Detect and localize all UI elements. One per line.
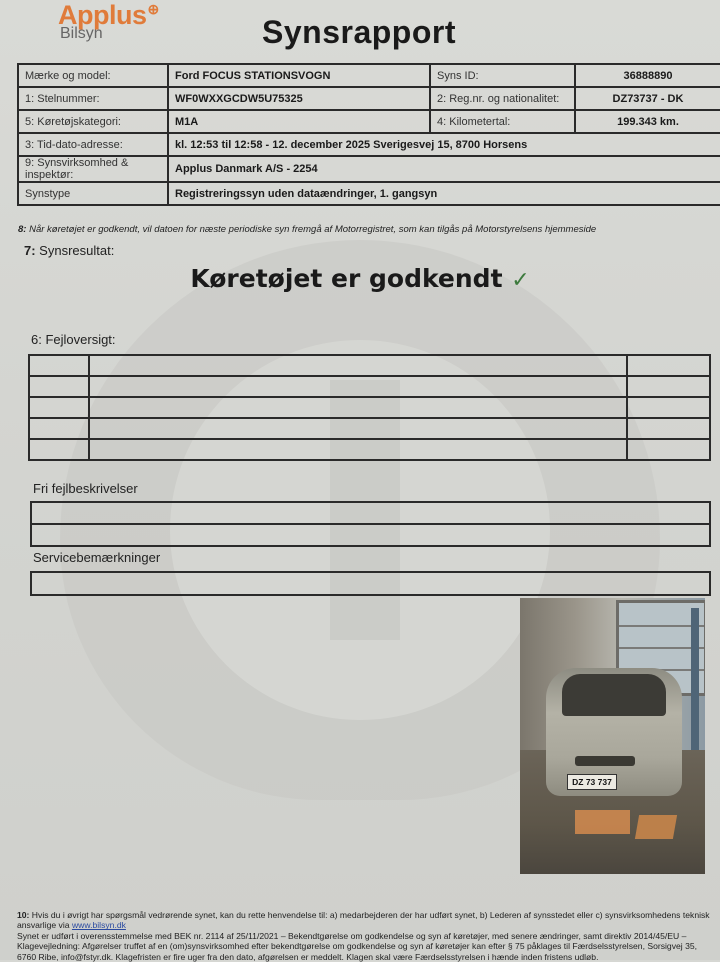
note-8-text: Når køretøjet er godkendt, vil datoen for næste periodiske syn fremgå af Motorregistret, som kan tilgås på Motorstyrelsens hjemmeside <box>26 224 597 235</box>
table-row <box>29 439 710 460</box>
footer-line-1 <box>17 910 717 931</box>
fault-code-cell <box>29 355 89 376</box>
inspection-result <box>0 264 720 293</box>
vin-label: 1: Stelnummer: <box>18 87 168 110</box>
km-label: 4: Kilometertal: <box>430 110 575 133</box>
table-row <box>29 376 710 397</box>
logo-subtitle: Bilsyn <box>60 25 103 42</box>
category-value: M1A <box>168 110 430 133</box>
make-model-label: Mærke og model: <box>18 64 168 87</box>
result-section-num: 7: <box>24 243 36 258</box>
fault-grade-cell <box>627 355 710 376</box>
photo-pit-light <box>575 810 630 834</box>
fault-grade-cell <box>627 418 710 439</box>
km-value: 199.343 km. <box>575 110 720 133</box>
fault-desc-cell <box>89 439 627 460</box>
fault-grade-cell <box>627 439 710 460</box>
table-row <box>29 397 710 418</box>
photo-car-windshield <box>562 674 666 716</box>
service-cell <box>31 572 710 595</box>
table-row <box>18 133 720 156</box>
photo-license-plate: DZ 73 737 <box>567 774 617 790</box>
applus-logo <box>58 0 159 43</box>
table-row <box>18 110 720 133</box>
note-8 <box>18 224 596 235</box>
footer-line-2: Synet er udført i overensstemmelse med BEK nr. 2114 af 25/11/2021 – Bekendtgørelse om godkendelse og syn af køretøjer, med senere ændringer, samt direktiv 2014/45/EU – <box>17 930 687 941</box>
inspector-value: Applus Danmark A/S - 2254 <box>168 156 720 182</box>
table-row <box>31 502 710 524</box>
fault-code-cell <box>29 397 89 418</box>
table-row <box>29 418 710 439</box>
logo-brand: Applus <box>58 0 147 30</box>
table-row <box>31 524 710 546</box>
page-title: Synsrapport <box>262 14 456 50</box>
result-section-label <box>24 243 114 258</box>
free-faults-table <box>30 501 711 547</box>
footer-notes <box>17 910 717 962</box>
syns-id-value: 36888890 <box>575 64 720 87</box>
reg-value: DZ73737 - DK <box>575 87 720 110</box>
inspector-label: 9: Synsvirksomhed & inspektør: <box>18 156 168 182</box>
faults-section-label: 6: Fejloversigt: <box>31 332 116 347</box>
checkmark-icon: ✓ <box>511 268 530 293</box>
bilsyn-link[interactable]: www.bilsyn.dk <box>71 920 126 931</box>
fault-desc-cell <box>89 397 627 418</box>
note-8-num: 8: <box>18 224 27 235</box>
fault-code-cell <box>29 418 89 439</box>
type-label: Synstype <box>18 182 168 205</box>
logo-plus-icon: ⊕ <box>147 1 159 17</box>
table-row <box>31 572 710 595</box>
time-value: kl. 12:53 til 12:58 - 12. december 2025 Sverigesvej 15, 8700 Horsens <box>168 133 720 156</box>
category-label: 5: Køretøjskategori: <box>18 110 168 133</box>
footer-text-1: Hvis du i øvrigt har spørgsmål vedrørende synet, kan du rette henvendelse til: a) medarbejderen der har udført synet, b) Lederen af synsstedet eller c) synsvirksomhedens teknisk ansvarlige via <box>17 910 710 931</box>
faults-table <box>28 354 711 461</box>
type-value: Registreringssyn uden dataændringer, 1. gangsyn <box>168 182 720 205</box>
free-fault-cell <box>31 502 710 524</box>
vin-value: WF0WXXGCDW5U75325 <box>168 87 430 110</box>
fault-code-cell <box>29 376 89 397</box>
table-row <box>18 87 720 110</box>
make-model-value: Ford FOCUS STATIONSVOGN <box>168 64 430 87</box>
service-section-label: Servicebemærkninger <box>33 550 161 565</box>
table-row <box>18 182 720 205</box>
table-row <box>18 156 720 182</box>
result-section-text: Synsresultat: <box>35 243 115 258</box>
service-table <box>30 571 711 596</box>
table-row <box>29 355 710 376</box>
fault-grade-cell <box>627 376 710 397</box>
free-fault-cell <box>31 524 710 546</box>
fault-desc-cell <box>89 418 627 439</box>
footer-line-3: Klagevejledning: Afgørelser truffet af en (om)synsvirksomhed efter bekendtgørelse om godkendelse og syn af køretøjer kan efter § 75 påklages til Færdselsstyrelsen, Sorsigvej 35, 6760 Ribe, info@fstyr.dk. Klagefristen er fire uger fra den dato, afgørelsen er meddelt. Klagen skal være Færdselsstyrelsen i hænde inden fristens udløb. <box>17 941 698 962</box>
fault-desc-cell <box>89 355 627 376</box>
photo-pit-light <box>635 815 677 839</box>
reg-label: 2: Reg.nr. og nationalitet: <box>430 87 575 110</box>
vehicle-info-table <box>17 63 720 206</box>
fault-desc-cell <box>89 376 627 397</box>
vehicle-photo <box>520 598 705 874</box>
photo-car-grille <box>575 756 635 766</box>
fault-code-cell <box>29 439 89 460</box>
fault-grade-cell <box>627 397 710 418</box>
result-text: Køretøjet er godkendt <box>190 264 503 293</box>
table-row <box>18 64 720 87</box>
free-faults-section-label: Fri fejlbeskrivelser <box>33 481 138 496</box>
footer-num: 10: <box>17 910 30 920</box>
time-label: 3: Tid-dato-adresse: <box>18 133 168 156</box>
syns-id-label: Syns ID: <box>430 64 575 87</box>
